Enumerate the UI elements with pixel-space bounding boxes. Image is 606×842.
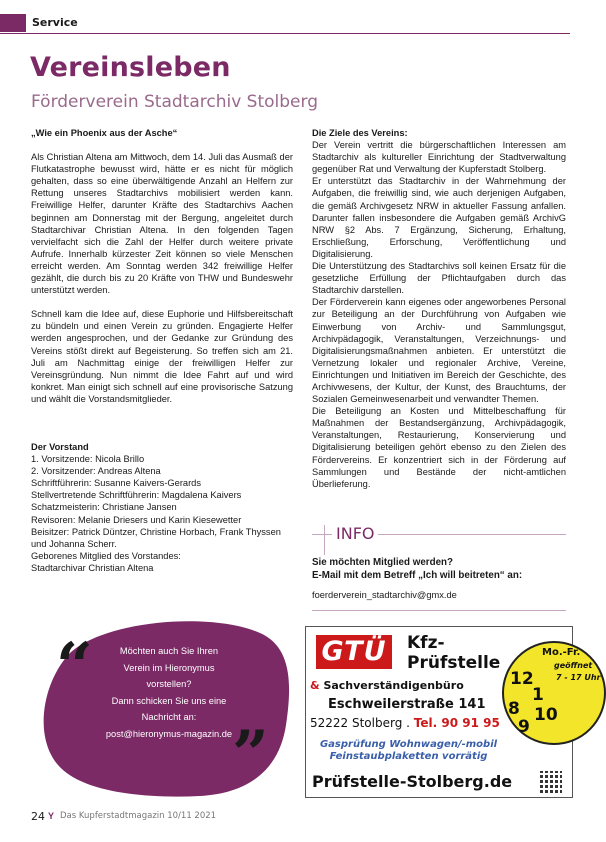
info-bottom-rule bbox=[312, 610, 566, 611]
ad-ampersand: & bbox=[310, 679, 320, 692]
board-heading: Der Vorstand bbox=[31, 441, 89, 452]
info-tab-label: INFO bbox=[332, 524, 378, 543]
gtu-advertisement[interactable] bbox=[305, 626, 601, 798]
article-kicker: „Wie ein Phoenix aus der Asche“ bbox=[31, 128, 178, 138]
board-member: Stellvertretende Schriftführerin: Magdalena Kaivers bbox=[31, 490, 242, 501]
goals-paragraph: Die Beteiligung an Kosten und Mittelbeschaffung für Maßnahmen der Bestandsergänzung, Archivpädagogik, Veranstaltungen, Restaurierung, Konservierung und Digitalisierung beteiligen gehört ebenso zu den Zielen des Fördervereins. Er konzentriert sich in der Förderung auf Sammlungen und Bestände der nicht-amtlichen Überlieferung. bbox=[312, 406, 566, 489]
callout-text bbox=[94, 643, 244, 742]
board-member: Revisoren: Melanie Driesers und Karin Kiesewetter bbox=[31, 514, 242, 525]
disc-number: 9 bbox=[518, 717, 530, 737]
ad-service-line: Feinstaubplaketten vorrätig bbox=[329, 751, 488, 762]
right-column bbox=[312, 127, 566, 490]
ad-services bbox=[310, 739, 507, 763]
goals-heading: Die Ziele des Vereins: bbox=[312, 128, 408, 138]
open-quote-icon: “ bbox=[56, 629, 93, 704]
disc-number: 12 bbox=[510, 669, 534, 689]
ad-subline bbox=[310, 679, 464, 692]
page-number: 24 bbox=[31, 810, 45, 823]
callout-line: Dann schicken Sie uns eine bbox=[111, 695, 227, 706]
ad-contact bbox=[310, 716, 500, 730]
ad-street: Eschweilerstraße 141 bbox=[328, 697, 486, 712]
gtu-logo: GTÜ bbox=[316, 635, 392, 669]
ad-website-link[interactable]: Prüfstelle-Stolberg.de bbox=[312, 772, 513, 791]
board-member: Beisitzer: Patrick Düntzer, Christine Horbach, Frank Thyssen und Johanna Scherr. bbox=[31, 526, 281, 549]
magazine-name: Das Kupferstadtmagazin 10/11 2021 bbox=[60, 811, 217, 821]
ad-phone[interactable]: Tel. 90 91 95 bbox=[413, 716, 500, 730]
left-column bbox=[31, 127, 293, 574]
ad-subline-text: Sachverständigenbüro bbox=[323, 679, 464, 692]
board-member: 1. Vorsitzende: Nicola Brillo bbox=[31, 454, 145, 465]
board-member: Stadtarchivar Christian Altena bbox=[31, 562, 154, 573]
board-member: Schriftführerin: Susanne Kaivers-Gerards bbox=[31, 478, 201, 489]
info-question bbox=[312, 556, 566, 582]
article-subtitle: Förderverein Stadtarchiv Stolberg bbox=[31, 92, 318, 112]
ad-headline bbox=[407, 633, 500, 673]
goals-paragraph: Der Förderverein kann eigenes oder angeworbenes Personal zur Beteiligung an der Durchführung von Aufgaben wie Einwerbung von Archiv- und Sammlungsgut, Archivpädagogik, Veranstaltungen, Verzeichnungs- und Digitalisierungsmaßnahmen anbieten. Er unterstützt die Vernetzung lokaler und regionaler Archive, Vereine, Einrichtungen und Initiativen im Bereich der Geschichte, des Archivwesens, der Kultur, der Kunst, des Brauchtums, der Sozialen Gemeinwesenarbeit und verwandter Themen. bbox=[312, 297, 566, 405]
magazine-mark-icon: Y bbox=[48, 811, 55, 821]
board-member: Geborenes Mitglied des Vorstandes: bbox=[31, 550, 181, 561]
goals-paragraph: Er unterstützt das Stadtarchiv in der Wahrnehmung der Aufgaben, die freiwillig sind, wie auch derjenigen Aufgaben, die gemäß Archivgesetz NRW in aktueller Fassung anfallen. Darunter fallen insbesondere die Aufgaben gemäß ArchivG NRW §2 Abs. 7 Ergänzung, Sicherung, Erhaltung, Erschließung, Erforschung, Veröffentlichung und Digitalisierung. bbox=[312, 176, 566, 259]
disc-number: 8 bbox=[508, 699, 520, 719]
ad-headline-line: Kfz- bbox=[407, 633, 445, 653]
disc-hours: 7 - 17 Uhr bbox=[556, 673, 601, 682]
disc-number: 10 bbox=[534, 705, 558, 725]
info-box bbox=[312, 524, 566, 612]
ad-service-line: Gasprüfung Wohnwagen/-mobil bbox=[319, 739, 498, 750]
board-member: Schatzmeisterin: Christiane Jansen bbox=[31, 502, 177, 513]
paragraph-flood: Als Christian Altena am Mittwoch, dem 14. Juli das Ausmaß der Flutkatastrophe bewusst wird, hätte er es nicht für möglich gehalten, dass so eine überwältigende Anzahl an Helfern zur Rettung unseres Stadtarchivs mobilisiert werden kann. Freiwillige Helfer, darunter Kräfte des Stadtarchivs Aachen beginnen am Donnerstag mit der Bergung, angeleitet durch Stadtarchivar Christian Altena. In den folgenden Tagen vervielfacht sich die Zahl der Helfer durch weitere private Aufrufe. Innerhalb kürzester Zeit können so viele Menschen erreicht werden. Am Sonntag werden 342 freiwillige Helfer gezählt, die durch bis zu 20 Kräfte von THW und Bundeswehr unterstützt werden. bbox=[31, 152, 293, 296]
article-title: Vereinsleben bbox=[30, 52, 231, 83]
paragraph-founding: Schnell kam die Idee auf, diese Euphorie und Hilfsbereitschaft zu bündeln und einen Verein zu gründen. Engagierte Helfer werden angesprochen, und der Gedanke zur Gründung des Vereins stößt direkt auf Begeisterung. So treffen sich am 21. Juli am Nachmittag einige der freiwilligen Helfer zur Vereinsgründung. Nun nimmt die Idee Fahrt auf und wird konkret. Man einigt sich schnell auf eine provisorische Satzung und wählt die Vorstandsmitglieder. bbox=[31, 309, 293, 404]
section-divider bbox=[0, 33, 570, 34]
callout-line: Möchten auch Sie Ihren bbox=[119, 646, 219, 656]
disc-open: geöffnet bbox=[554, 661, 593, 670]
disc-days: Mo.-Fr. bbox=[542, 647, 581, 658]
goals-paragraph: Die Unterstützung des Stadtarchivs soll keinen Ersatz für die gesetzliche Erfüllung der Pflichtaufgaben durch das Stadtarchiv darstellen. bbox=[312, 261, 566, 296]
info-instruction-line: E-Mail mit dem Betreff „Ich will beitreten“ an: bbox=[312, 570, 523, 581]
info-email-link[interactable]: foerderverein_stadtarchiv@gmx.de bbox=[312, 590, 457, 600]
section-color-bar bbox=[0, 14, 26, 32]
board-member: 2. Vorsitzender: Andreas Altena bbox=[31, 466, 161, 477]
inspection-sticker-icon bbox=[502, 641, 606, 745]
callout-line: Verein im Hieronymus bbox=[123, 662, 215, 673]
ad-city: 52222 Stolberg . bbox=[310, 716, 410, 730]
callout-email-link[interactable]: post@hieronymus-magazin.de bbox=[105, 728, 233, 739]
info-tab-rule bbox=[324, 525, 325, 555]
disc-number: 1 bbox=[532, 685, 544, 705]
info-question-line: Sie möchten Mitglied werden? bbox=[312, 557, 453, 568]
callout-line: vorstellen? bbox=[146, 679, 192, 689]
callout-blob bbox=[40, 615, 295, 798]
section-label: Service bbox=[32, 16, 78, 29]
qr-code-icon[interactable] bbox=[540, 771, 562, 793]
close-quote-icon: ” bbox=[232, 717, 269, 792]
callout-line: Nachricht an: bbox=[141, 712, 197, 722]
goals-paragraph: Der Verein vertritt die bürgerschaftlichen Interessen am Stadtarchiv als kultureller Einrichtung der Stadtverwaltung gegenüber Rat und Verwaltung der Kupferstadt Stolberg. bbox=[312, 140, 566, 175]
ad-headline-line: Prüfstelle bbox=[407, 653, 501, 673]
